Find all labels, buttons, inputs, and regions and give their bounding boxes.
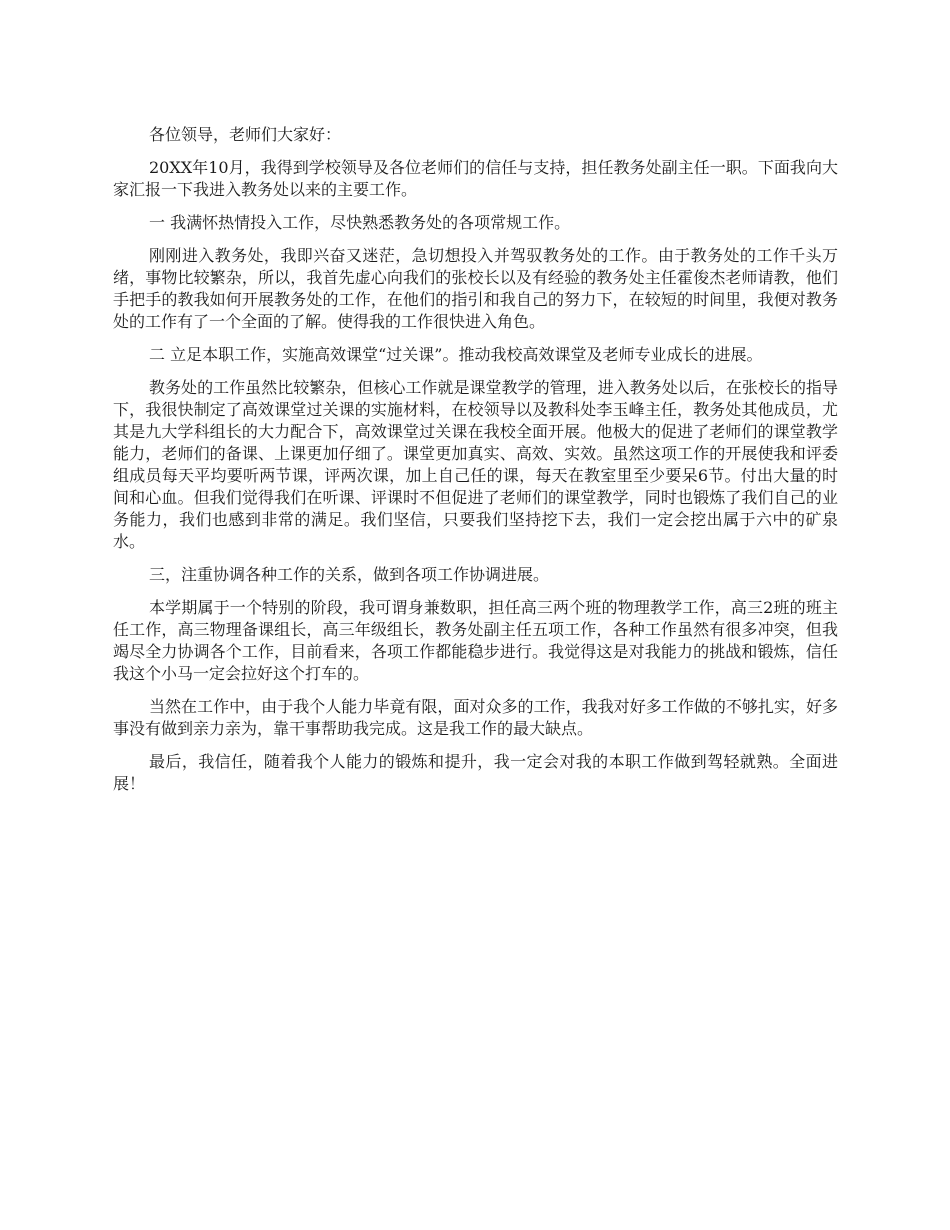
shortcoming-paragraph: 当然在工作中，由于我个人能力毕竟有限，面对众多的工作，我我对好多工作做的不够扎实，好多事没有做到亲力亲为，靠干事帮助我完成。这是我工作的最大缺点。 <box>113 697 838 738</box>
intro-paragraph: 20XX年10月，我得到学校领导及各位老师们的信任与支持，担任教务处副主任一职。下面我向大家汇报一下我进入教务处以来的主要工作。 <box>113 158 838 199</box>
document-body <box>113 124 838 806</box>
section-body-3: 本学期属于一个特别的阶段，我可谓身兼数职，担任高三两个班的物理教学工作，高三2班的班主任工作，高三物理备课组长，高三年级组长，教务处副主任五项工作，各种工作虽然有很多冲突，但我竭尽全力协调各个工作，目前看来，各项工作都能稳步进行。我觉得这是对我能力的挑战和锻炼，信任我这个小马一定会拉好这个打车的。 <box>113 598 838 683</box>
section-heading-1: 一 我满怀热情投入工作，尽快熟悉教务处的各项常规工作。 <box>149 213 571 232</box>
greeting-paragraph: 各位领导，老师们大家好： <box>149 125 342 144</box>
section-body-1: 刚刚进入教务处，我即兴奋又迷茫，急切想投入并驾驭教务处的工作。由于教务处的工作千头万绪，事物比较繁杂，所以，我首先虚心向我们的张校长以及有经验的教务处主任霍俊杰老师请教，他们手把手的教我如何开展教务处的工作，在他们的指引和我自己的努力下，在较短的时间里，我便对教务处的工作有了一个全面的了解。使得我的工作很快进入角色。 <box>113 246 838 331</box>
section-body-2: 教务处的工作虽然比较繁杂，但核心工作就是课堂教学的管理，进入教务处以后，在张校长的指导下，我很快制定了高效课堂过关课的实施材料，在校领导以及教科处李玉峰主任，教务处其他成员，尤其是九大学科组长的大力配合下，高效课堂过关课在我校全面开展。他极大的促进了老师们的课堂教学能力，老师们的备课、上课更加仔细了。课堂更加真实、高效、实效。虽然这项工作的开展使我和评委组成员每天平均要听两节课，评两次课，加上自己任的课，每天在教室里至少要呆6节。付出大量的时间和心血。但我们觉得我们在听课、评课时不但促进了老师们的课堂教学，同时也锻炼了我们自己的业务能力，我们也感到非常的满足。我们坚信，只要我们坚持挖下去，我们一定会挖出属于六中的矿泉水。 <box>113 378 838 551</box>
closing-paragraph: 最后，我信任，随着我个人能力的锻炼和提升，我一定会对我的本职工作做到驾轻就熟。全面进展！ <box>113 752 838 793</box>
section-heading-2: 二 立足本职工作，实施高效课堂“过关课”。推动我校高效课堂及老师专业成长的进展。 <box>149 345 763 364</box>
section-heading-3: 三，注重协调各种工作的关系，做到各项工作协调进展。 <box>149 565 550 584</box>
